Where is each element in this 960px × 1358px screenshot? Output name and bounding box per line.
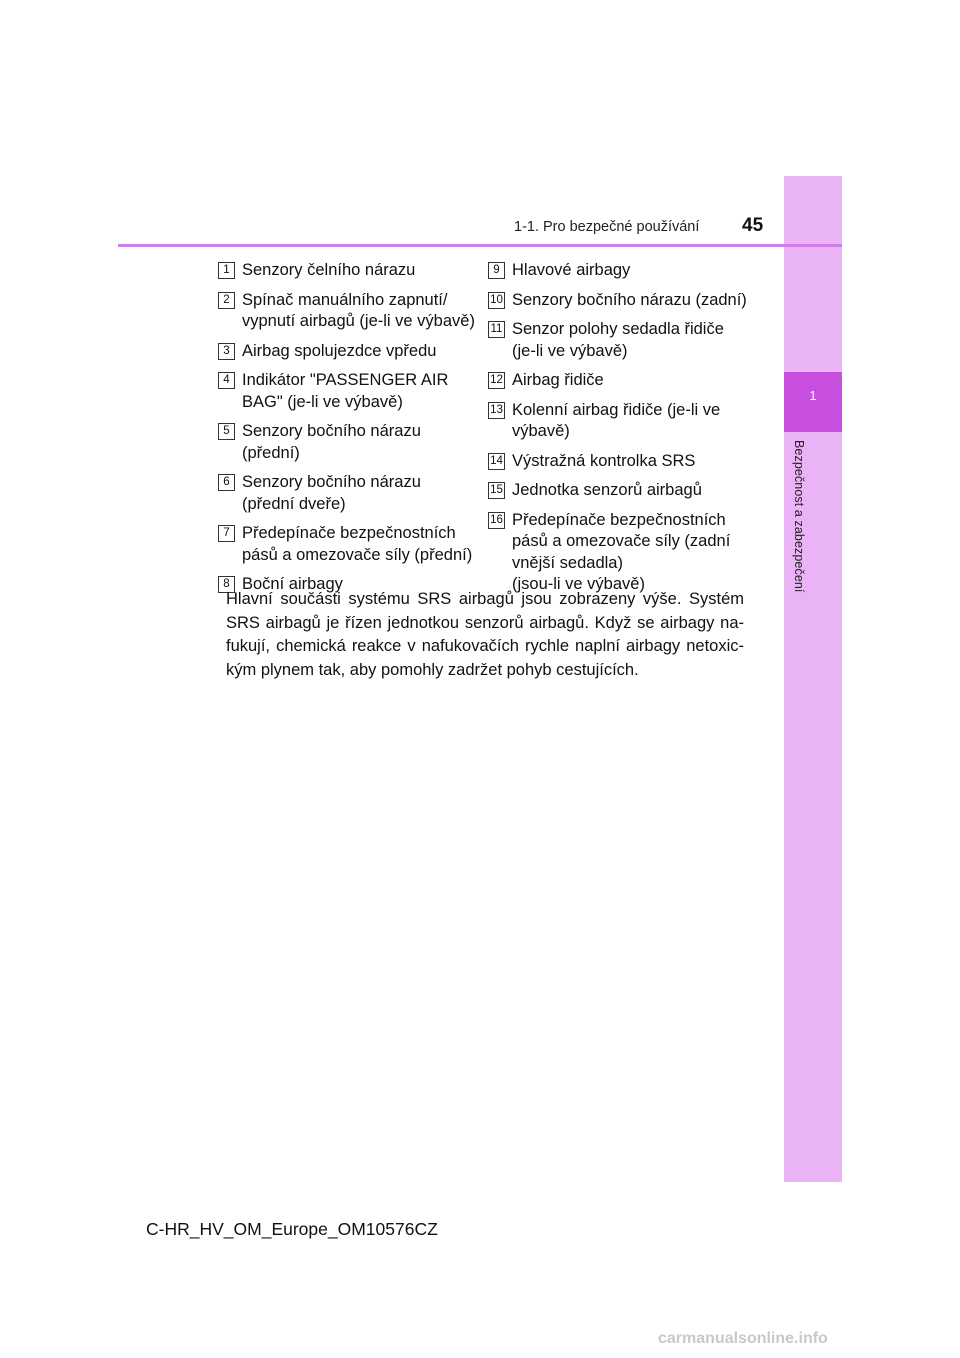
- list-item: [218, 260, 488, 282]
- list-item: [218, 421, 488, 464]
- item-text-line: Senzory bočního nárazu: [242, 473, 421, 491]
- item-text-line: Jednotka senzorů airbagů: [512, 481, 702, 499]
- item-text-line: (přední): [242, 443, 300, 462]
- components-list-left: [218, 260, 488, 604]
- list-item: [488, 480, 758, 502]
- item-number-badge: 16: [488, 512, 505, 529]
- item-text-line: výbavě): [512, 422, 570, 440]
- item-number-badge: 14: [488, 453, 505, 470]
- list-item: [218, 370, 488, 413]
- item-number-badge: 11: [488, 321, 505, 338]
- item-text-line: (přední dveře): [242, 494, 346, 513]
- item-number-badge: 3: [218, 343, 235, 360]
- item-number-badge: 8: [218, 576, 235, 593]
- item-text-line: Airbag spolujezdce vpředu: [242, 341, 437, 360]
- list-item: [488, 510, 758, 596]
- item-text-line: Senzory bočního nárazu: [242, 422, 421, 440]
- item-text-line: Senzory bočního nárazu (zadní): [512, 290, 747, 309]
- item-number-badge: 2: [218, 292, 235, 309]
- item-number-badge: 10: [488, 292, 505, 309]
- item-number-badge: 6: [218, 474, 235, 491]
- item-text-line: vnější sedadla): [512, 553, 623, 572]
- list-item: [488, 319, 758, 362]
- item-text-line: Boční airbagy: [242, 575, 343, 593]
- list-item: [218, 472, 488, 515]
- item-number-badge: 9: [488, 262, 505, 279]
- item-number-badge: 4: [218, 372, 235, 389]
- list-item: [488, 370, 758, 392]
- watermark: carmanualsonline.info: [658, 1330, 828, 1347]
- item-number-badge: 12: [488, 372, 505, 389]
- item-text-line: Spínač manuálního zapnutí/: [242, 290, 448, 309]
- item-text-line: Hlavové airbagy: [512, 261, 631, 279]
- list-item: [218, 290, 488, 333]
- chapter-side-tab: [784, 176, 842, 1182]
- item-text-line: Kolenní airbag řidiče (je-li ve: [512, 400, 721, 419]
- page-number: 45: [742, 215, 764, 236]
- list-item: [488, 260, 758, 282]
- body-paragraph: Hlavní součásti systému SRS airbagů jsou zobrazeny výše. Systém SRS airbagů je řízen jednotkou senzorů airbagů. Když se airbagy na-fukují, chemická reakce v nafukovačích rychle naplní airbagy netoxic-kým plynem tak, aby pomohly zadržet pohyb cestujících.: [226, 590, 744, 679]
- list-item: [218, 523, 488, 566]
- item-text-line: Výstražná kontrolka SRS: [512, 451, 696, 470]
- list-item: [218, 341, 488, 363]
- chapter-number: 1: [809, 388, 817, 403]
- header-divider: [118, 244, 842, 247]
- item-text-line: Senzor polohy sedadla řidiče: [512, 320, 724, 338]
- components-list-right: [488, 260, 758, 604]
- item-number-badge: 5: [218, 423, 235, 440]
- item-number-badge: 13: [488, 402, 505, 419]
- item-text-line: Předepínače bezpečnostních: [242, 524, 456, 542]
- item-number-badge: 7: [218, 525, 235, 542]
- item-text-line: (jsou-li ve výbavě): [512, 575, 645, 593]
- item-text-line: Předepínače bezpečnostních: [512, 510, 726, 529]
- item-text-line: Indikátor "PASSENGER AIR: [242, 371, 449, 389]
- item-text-line: pásů a omezovače síly (přední): [242, 545, 473, 564]
- document-code: C-HR_HV_OM_Europe_OM10576CZ: [146, 1219, 438, 1239]
- item-text-line: BAG" (je-li ve výbavě): [242, 392, 403, 411]
- section-title: 1-1. Pro bezpečné používání: [514, 219, 700, 235]
- item-number-badge: 15: [488, 482, 505, 499]
- item-text-line: vypnutí airbagů (je-li ve výbavě): [242, 312, 475, 330]
- list-item: [488, 290, 758, 312]
- item-text-line: (je-li ve výbavě): [512, 341, 628, 360]
- item-number-badge: 1: [218, 262, 235, 279]
- item-text-line: Airbag řidiče: [512, 371, 604, 389]
- item-text-line: pásů a omezovače síly (zadní: [512, 532, 731, 550]
- chapter-title: Bezpečnost a zabezpečení: [792, 440, 806, 593]
- list-item: [488, 451, 758, 473]
- list-item: [488, 400, 758, 443]
- item-text-line: Senzory čelního nárazu: [242, 261, 416, 279]
